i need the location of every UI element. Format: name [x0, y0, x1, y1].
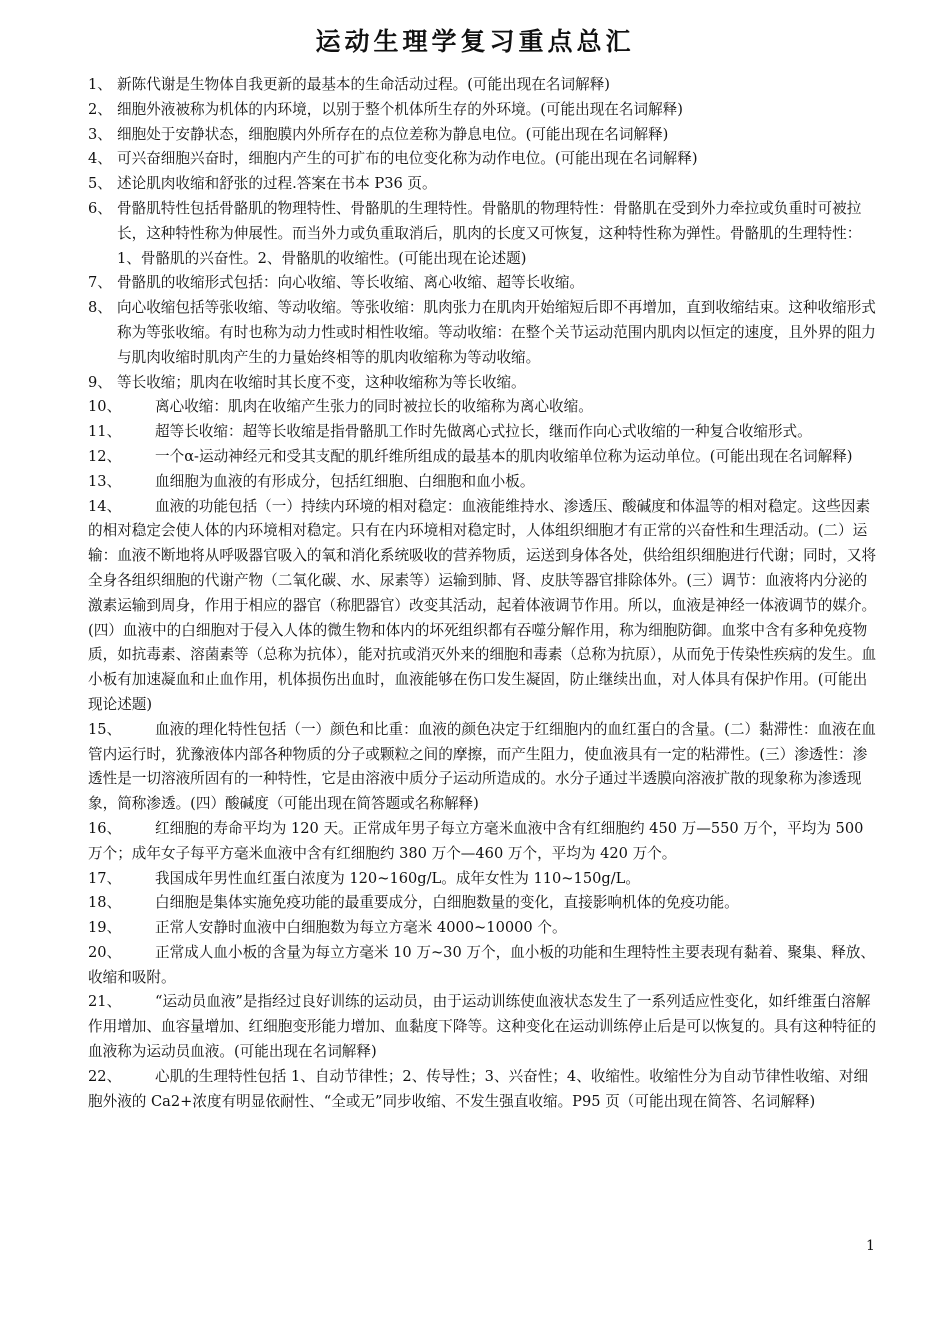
item-number: 15、: [88, 720, 122, 738]
item-text: “运动员血液”是指经过良好训练的运动员，由于运动训练使血液状态发生了一系列适应性变化，如纤维蛋白溶解作用增加、血容量增加、红细胞变形能力增加、血黏度下降等。这种变化在运动训练停止后是可以恢复的。具有这种特征的血液称为运动员血液。(可能出现在名词解释): [88, 993, 877, 1061]
item-number: 7、: [88, 274, 112, 292]
item-number: 11、: [88, 423, 122, 441]
item-text: 可兴奋细胞兴奋时，细胞内产生的可扩布的电位变化称为动作电位。(可能出现在名词解释): [117, 150, 698, 168]
item-text: 骨骼肌的收缩形式包括：向心收缩、等长收缩、离心收缩、超等长收缩。: [117, 274, 585, 292]
item-text: 超等长收缩：超等长收缩是指骨骼肌工作时先做离心式拉长，继而作向心式收缩的一种复合收缩形式。: [155, 423, 812, 441]
item-number: 22、: [88, 1067, 122, 1085]
item-text: 细胞外液被称为机体的内环境，以别于整个机体所生存的外环境。(可能出现在名词解释): [117, 100, 683, 118]
list-item: [88, 197, 880, 271]
list-item: [88, 916, 880, 941]
list-item: [88, 867, 880, 892]
notes-list: [88, 73, 880, 1114]
item-text: 我国成年男性血红蛋白浓度为 120~160g/L。成年女性为 110~150g/L。: [155, 869, 640, 887]
item-number: 8、: [88, 299, 112, 317]
list-item: [88, 172, 880, 197]
item-number: 19、: [88, 919, 122, 937]
item-number: 14、: [88, 497, 122, 515]
list-item: [88, 990, 880, 1064]
item-text: 心肌的生理特性包括 1、自动节律性；2、传导性；3、兴奋性；4、收缩性。收缩性分为自动节律性收缩、对细胞外液的 Ca2+浓度有明显依耐性、“全或无”同步收缩、不发生强直收缩。P95 页（可能出现在简答、名词解释): [88, 1067, 869, 1110]
list-item: [88, 1065, 880, 1115]
list-item: [88, 98, 880, 123]
list-item: [88, 371, 880, 396]
item-text: 白细胞是集体实施免疫功能的最重要成分，白细胞数量的变化，直接影响机体的免疫功能。: [155, 894, 739, 912]
list-item: [88, 445, 880, 470]
list-item: [88, 296, 880, 370]
item-text: 细胞处于安静状态，细胞膜内外所存在的点位差称为静息电位。(可能出现在名词解释): [117, 125, 669, 143]
item-text: 血细胞为血液的有形成分，包括红细胞、白细胞和血小板。: [155, 472, 535, 490]
item-text: 骨骼肌特性包括骨骼肌的物理特性、骨骼肌的生理特性。骨骼肌的物理特性：骨骼肌在受到外力牵拉或负重时可被拉长，这种特性称为伸展性。而当外力或负重取消后，肌肉的长度又可恢复，这种特性称为弹性。骨骼肌的生理特性：1、骨骼肌的兴奋性。2、骨骼肌的收缩性。(可能出现在论述题): [117, 199, 862, 267]
list-item: [88, 495, 880, 718]
list-item: [88, 73, 880, 98]
list-item: [88, 941, 880, 991]
item-text: 血液的功能包括（一）持续内环境的相对稳定：血液能维持水、渗透压、酸碱度和体温等的相对稳定。这些因素的相对稳定会使人体的内环境相对稳定。只有在内环境相对稳定时，人体组织细胞才有正常的兴奋性和生理活动。(二）运输：血液不断地将从呼吸器官吸入的氧和消化系统吸收的营养物质，运送到身体各处，供给组织细胞进行代谢；同时，又将全身各组织细胞的代谢产物（二氧化碳、水、尿素等）运输到肺、肾、皮肤等器官排除体外。(三）调节：血液将内分泌的激素运输到周身，作用于相应的器官（称肥器官）改变其活动，起着体液调节作用。所以，血液是神经一体液调节的媒介。(四）血液中的白细胞对于侵入人体的微生物和体内的坏死组织都有吞噬分解作用，称为细胞防御。血浆中含有多种免疫物质，如抗毒素、溶菌素等（总称为抗体），能对抗或消灭外来的细胞和毒素（总称为抗原），从而免于传染性疾病的发生。血小板有加速凝血和止血作用，机体损伤出血时，血液能够在伤口发生凝固，防止继续出血，对人体具有保护作用。(可能出现论述题): [88, 497, 877, 713]
item-number: 3、: [88, 125, 112, 143]
page-title: 运动生理学复习重点总汇: [315, 27, 635, 56]
item-number: 18、: [88, 894, 122, 912]
list-item: [88, 420, 880, 445]
list-item: [88, 123, 880, 148]
item-number: 21、: [88, 993, 122, 1011]
item-number: 4、: [88, 150, 112, 168]
item-text: 正常人安静时血液中白细胞数为每立方毫米 4000~10000 个。: [155, 919, 567, 937]
page-number: 1: [866, 1238, 875, 1254]
item-number: 9、: [88, 373, 112, 391]
item-number: 2、: [88, 100, 112, 118]
item-text: 述论肌肉收缩和舒张的过程.答案在书本 P36 页。: [117, 175, 437, 193]
item-text: 等长收缩；肌肉在收缩时其长度不变，这种收缩称为等长收缩。: [117, 373, 526, 391]
item-number: 12、: [88, 447, 122, 465]
list-item: [88, 271, 880, 296]
item-text: 离心收缩：肌肉在收缩产生张力的同时被拉长的收缩称为离心收缩。: [155, 398, 593, 416]
item-text: 正常成人血小板的含量为每立方毫米 10 万~30 万个，血小板的功能和生理特性主要表现有黏着、聚集、释放、收缩和吸附。: [88, 943, 876, 986]
item-number: 6、: [88, 199, 112, 217]
list-item: [88, 147, 880, 172]
list-item: [88, 891, 880, 916]
item-text: 新陈代谢是生物体自我更新的最基本的生命活动过程。(可能出现在名词解释): [117, 76, 610, 93]
list-item: [88, 395, 880, 420]
list-item: [88, 470, 880, 495]
item-text: 一个α-运动神经元和受其支配的肌纤维所组成的最基本的肌肉收缩单位称为运动单位。(可能出现在名词解释): [155, 447, 853, 465]
item-number: 5、: [88, 175, 112, 193]
item-number: 10、: [88, 398, 122, 416]
list-item: [88, 817, 880, 867]
item-number: 17、: [88, 869, 122, 887]
item-number: 13、: [88, 472, 122, 490]
list-item: [88, 718, 880, 817]
item-number: 20、: [88, 943, 122, 961]
item-text: 向心收缩包括等张收缩、等动收缩。等张收缩：肌肉张力在肌肉开始缩短后即不再增加，直到收缩结束。这种收缩形式称为等张收缩。有时也称为动力性或时相性收缩。等动收缩：在整个关节运动范围内肌肉以恒定的速度，且外界的阻力与肌肉收缩时肌肉产生的力量始终相等的肌肉收缩称为等动收缩。: [117, 299, 876, 366]
item-text: 血液的理化特性包括（一）颜色和比重：血液的颜色决定于红细胞内的血红蛋白的含量。(二）黏滞性：血液在血管内运行时，犹豫液体内部各种物质的分子或颗粒之间的摩擦，而产生阻力，使血液具有一定的粘滞性。(三）渗透性：渗透性是一切溶液所固有的一种特性，它是由溶液中质分子运动所造成的。水分子通过半透膜向溶液扩散的现象称为渗透现象，简称渗透。(四）酸碱度（可能出现在简答题或名称解释): [88, 720, 876, 813]
item-text: 红细胞的寿命平均为 120 天。正常成年男子每立方毫米血液中含有红细胞约 450 万—550 万个，平均为 500 万个；成年女子每平方毫米血液中含有红细胞约 380 万个—460 万个，平均为 420 万个。: [88, 819, 864, 862]
item-number: 1、: [88, 76, 112, 93]
item-number: 16、: [88, 819, 122, 837]
